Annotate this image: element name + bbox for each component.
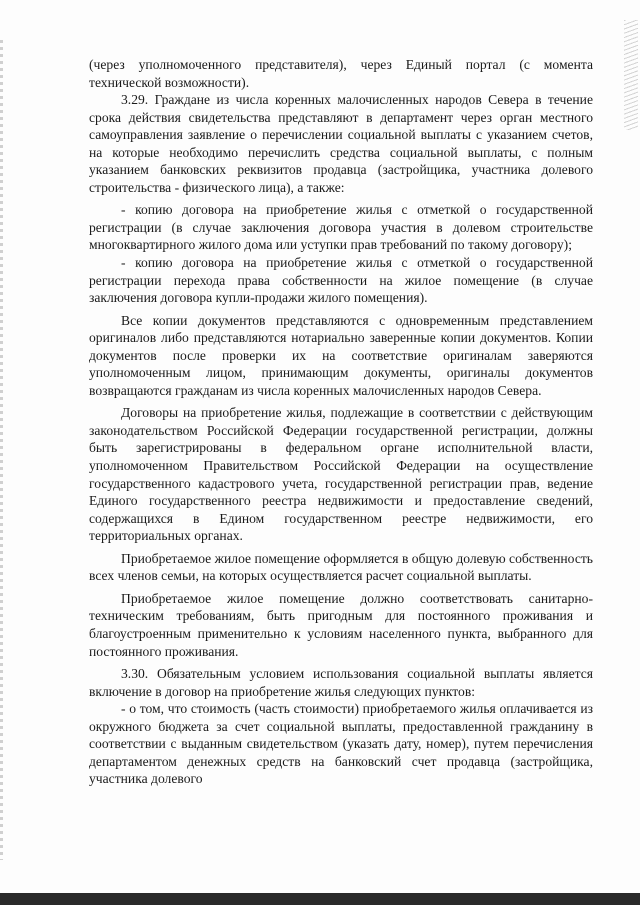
paragraph-3-29: 3.29. Граждане из числа коренных малочисленных народов Севера в течение срока действия свидетельства представляют в департамент через орган местного самоуправления заявление о перечислении социальной выплаты с указанием счетов, на которые необходимо перечислить средства социальной выплаты, с полным указанием банковских реквизитов продавца (застройщика, участника долевого строительства - физического лица), а также: — [89, 92, 593, 195]
paragraph-ownership: Приобретаемое жилое помещение оформляется в общую долевую собственность всех членов семьи, на которых осуществляется расчет социальной выплаты. — [89, 550, 593, 584]
paragraph-registration: Договоры на приобретение жилья, подлежащие в соответствии с действующим законодательством Российской Федерации государственной регистрации, должны быть зарегистрированы в федеральном органе исполнительной власти, уполномоченном Правительством Российской Федерации на осуществление государственного кадастрового учета, государственной регистрации прав, ведение Единого государственного реестра недвижимости и предоставление сведений, содержащихся в Едином государственном реестре недвижимости, его территориальных органах. — [89, 405, 593, 544]
list-item-cost-clause: - о том, что стоимость (часть стоимости) приобретаемого жилья оплачивается из окружного бюджета за счет социальной выплаты, предоставленной гражданину в соответствии с выданным свидетельством (указать дату, номер), путем перечисления департаментом денежных средств на банковский счет продавца (застройщика, участника долевого — [89, 701, 593, 787]
list-item-contract-sale: - копию договора на приобретение жилья с отметкой о государственной регистрации перехода права собственности на жилое помещение (в случае заключения договора купли-продажи жилого помещения). — [89, 255, 593, 306]
paragraph-requirements: Приобретаемое жилое помещение должно соответствовать санитарно-техническим требованиям, быть пригодным для постоянного проживания и благоустроенным применительно к условиям населенного пункта, выбранного для постоянного проживания. — [89, 590, 593, 659]
paragraph-copies: Все копии документов представляются с одновременным представлением оригиналов либо представляются нотариально заверенные копии документов. Копии документов после проверки их на соответствие оригиналам заверяются уполномоченным лицом, принимающим документы, оригиналы документов возвращаются гражданам из числа коренных малочисленных народов Севера. — [89, 312, 593, 398]
scan-bottom-edge — [0, 893, 640, 905]
document-body — [89, 56, 593, 793]
paragraph-3-30: 3.30. Обязательным условием использования социальной выплаты является включение в договор на приобретение жилья следующих пунктов: — [89, 666, 593, 699]
paragraph-continuation: (через уполномоченного представителя), через Единый портал (с момента технической возможности). — [89, 57, 593, 90]
scan-right-edge — [624, 20, 638, 130]
list-item-contract-share: - копию договора на приобретение жилья с отметкой о государственной регистрации (в случае заключения договора участия в долевом строительстве многоквартирного жилого дома или уступки прав требований по такому договору); — [89, 202, 593, 253]
scan-left-edge — [0, 40, 3, 860]
